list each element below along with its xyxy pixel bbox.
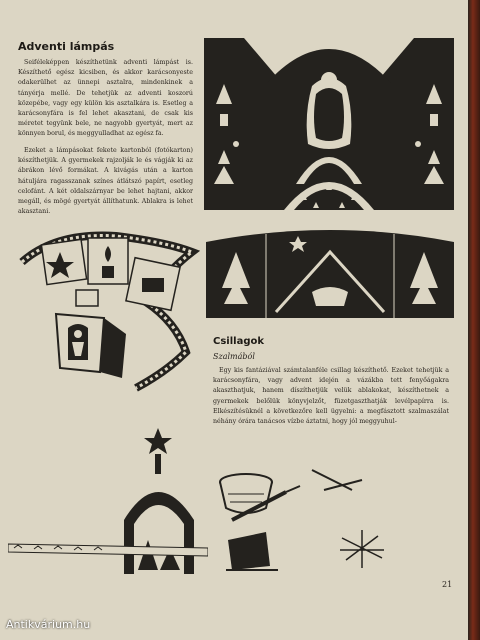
arch-lantern-illustration (8, 424, 208, 584)
section-subtitle-szalmabol: Szalmából (213, 352, 255, 361)
straw-star-tools-illustration (212, 460, 392, 580)
lantern-templates-illustration (16, 222, 200, 392)
page-number: 21 (442, 580, 453, 589)
paragraph-intro: Seiféleképpen készíthetünk adventi lámpást is. Készíthető egész kicsiben, és akkor karácsonyeste odakerülhet az ünnepi asztalra, mindenkinek a tányérja mellé. De tehetjük az adventi koszorú közepébe, vagy egy külön kis asztalkára is. Esetleg a karácsonyfára is fel lehet akasztani, de csak kis méretet tegyünk bele, ne nagyobb gyertyát, mert az könnyen borul, és meggyulladhat az egész fa. (18, 59, 193, 138)
section-title-csillagok: Csillagok (213, 336, 265, 347)
section-title-adventi-lampas: Adventi lámpás (18, 40, 115, 53)
angel-lantern-illustration (204, 34, 454, 214)
paragraph-straw-stars: Egy kis fantáziával számtalanféle csillag készíthető. Ezeket tehetjük a karácsonyfára, vagy advent idején a vázákba tett fenyőágakra akaszthatjuk, hanem díszíthetjük velük ablakokat, készíthetnek a gyermekek belőlük könyvjelzőt, füzetgaszthatják levélpapírra is. Elkészítésüknél a következőre kell ügyelni: a megfásztott szalmaszálat néhány órára tanácsos vízbe áztatni, hogy jól meggyuhul- (213, 367, 449, 426)
watermark: Antikvárium.hu (6, 618, 91, 631)
nativity-lantern-illustration (206, 222, 454, 318)
paragraph-instructions: Ezeket a lámpásokat fekete kartonból (fotókarton) készíthetjük. A gyermekek rajzolják le és vágják ki az ábrákon lévő formákat. A kivágás után a karton hátuljára ragasszanak színes átlátszó papírt, esetleg celofánt. A két oldalszárnyar be lehet hajtani, akkor megáll, és mögé gyertyát állíthatunk. Ablakra is lehet akasztani. (18, 147, 193, 216)
book-cover-edge (468, 0, 480, 640)
